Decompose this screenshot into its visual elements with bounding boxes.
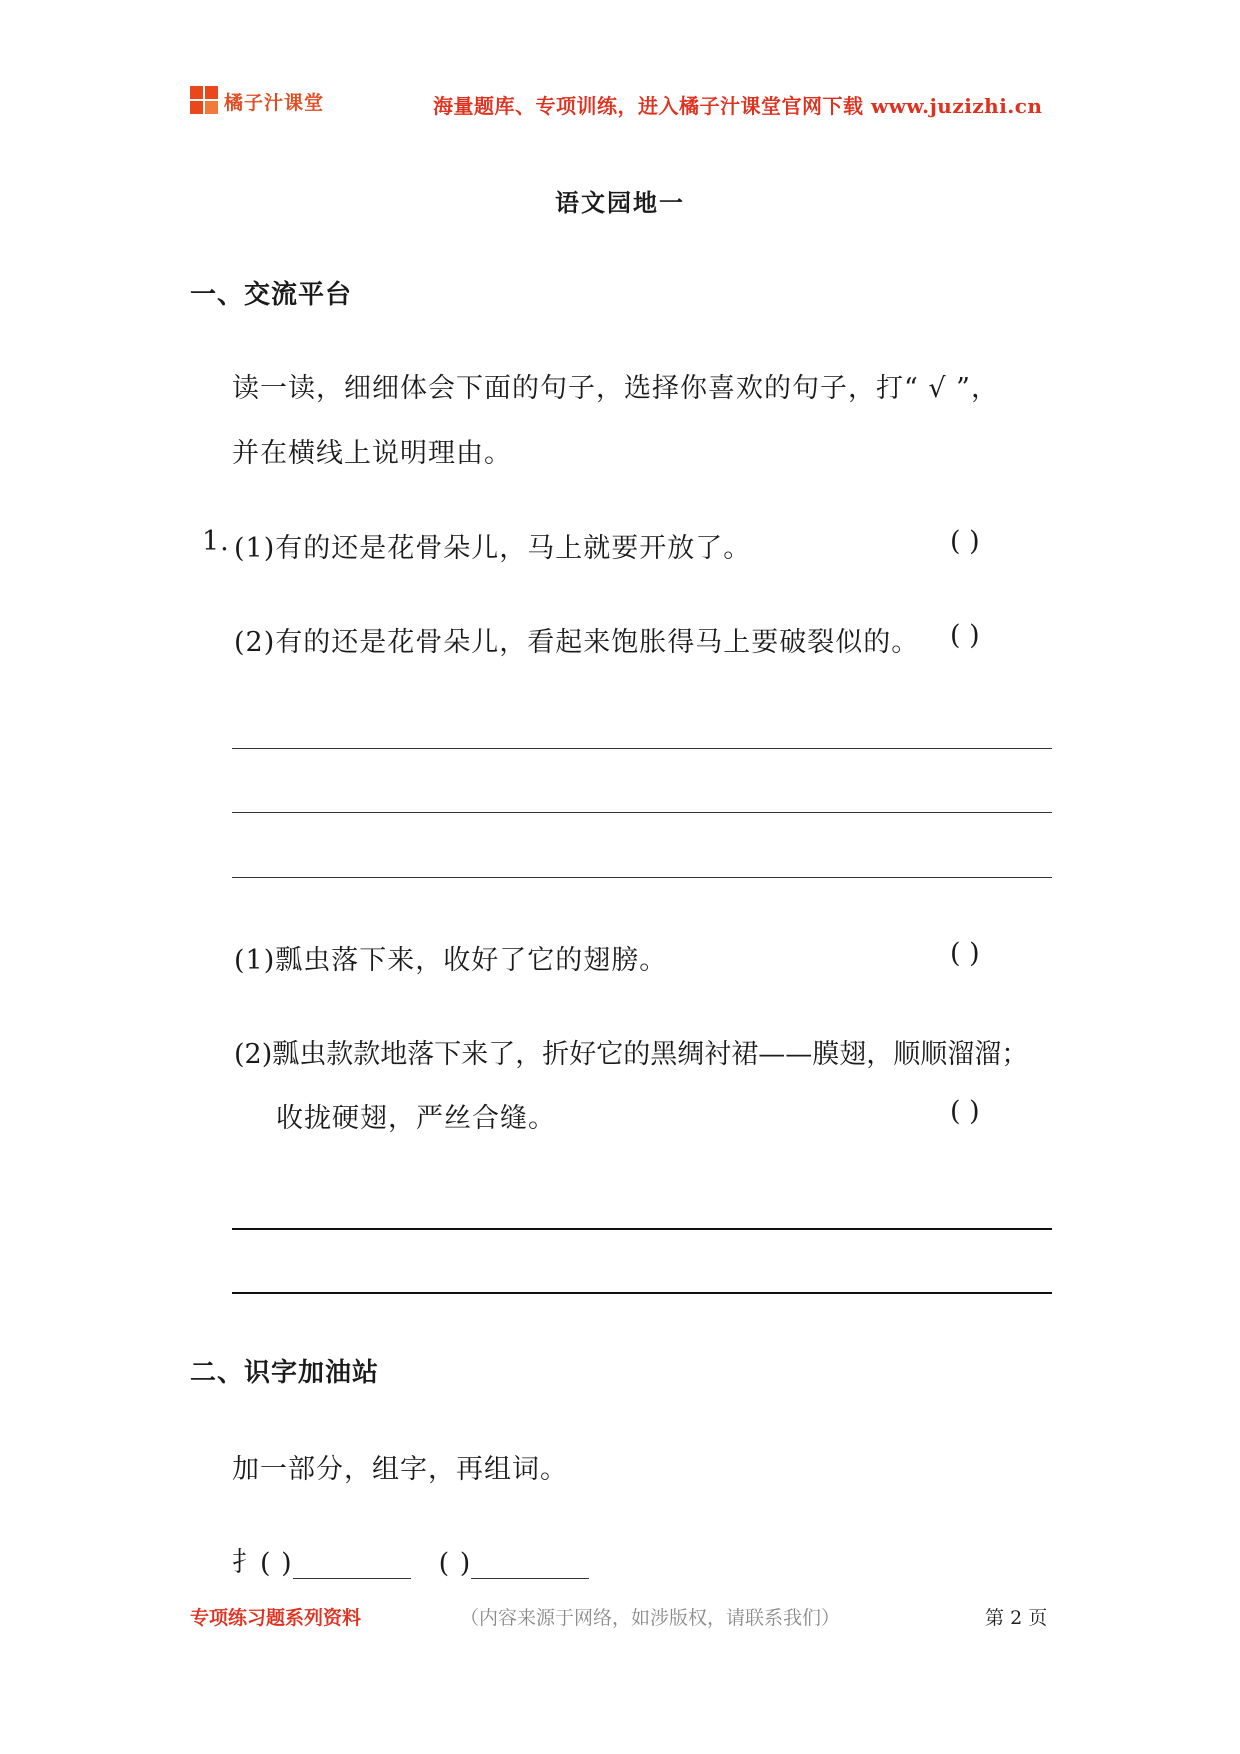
answer-paren[interactable]: ( ) <box>950 620 980 651</box>
page-prefix: 第 <box>985 1607 1005 1629</box>
instruction-section-2: 加一部分，组字，再组词。 <box>232 1454 568 1485</box>
answer-paren[interactable]: ( ) <box>260 1548 293 1579</box>
logo-text: 橘子汁课堂 <box>224 91 325 114</box>
base-character: 扌 <box>232 1547 260 1578</box>
answer-blank[interactable] <box>293 1552 411 1579</box>
sentence-1-1: (1)有的还是花骨朵儿，马上就要开放了。 <box>234 533 752 564</box>
sentence-2-2-line-2: 收拢硬翅，严丝合缝。 <box>276 1103 556 1134</box>
instruction-line-2: 并在横线上说明理由。 <box>232 438 512 469</box>
answer-line[interactable] <box>232 812 1052 813</box>
site-logo <box>190 86 324 116</box>
footer-series-label: 专项练习题系列资料 <box>190 1607 362 1629</box>
page-number-value: 2 <box>1010 1607 1023 1629</box>
answer-paren[interactable]: ( ) <box>950 938 980 969</box>
section-heading-2: 二、识字加油站 <box>190 1358 380 1388</box>
sentence-2-2-line-1: (2)瓢虫款款地落下来了，折好它的黑绸衬裙——膜翅，顺顺溜溜； <box>234 1039 1029 1070</box>
answer-line[interactable] <box>232 748 1052 749</box>
page-title: 语文园地一 <box>555 189 685 217</box>
answer-paren[interactable]: ( ) <box>438 1548 472 1579</box>
footer-copyright-note: （内容来源于网络，如涉版权，请联系我们） <box>460 1607 841 1629</box>
question-number: 1. <box>202 526 230 557</box>
sentence-2-1: (1)瓢虫落下来，收好了它的翅膀。 <box>234 945 668 976</box>
answer-blank[interactable] <box>471 1552 589 1579</box>
answer-line[interactable] <box>232 1292 1052 1294</box>
exercise-row <box>232 1540 589 1579</box>
logo-icon <box>190 86 220 116</box>
answer-line[interactable] <box>232 877 1052 878</box>
section-heading-1: 一、交流平台 <box>190 280 353 310</box>
header-slogan: 海量题库、专项训练，进入橘子汁课堂官网下载 www.juzizhi.cn <box>433 94 1043 118</box>
sentence-1-2: (2)有的还是花骨朵儿，看起来饱胀得马上要破裂似的。 <box>234 627 920 658</box>
answer-paren[interactable]: ( ) <box>950 526 980 557</box>
page-number <box>985 1603 1047 1630</box>
answer-paren[interactable]: ( ) <box>950 1096 980 1127</box>
instruction-line-1: 读一读，细细体会下面的句子，选择你喜欢的句子，打“ √ ”， <box>232 373 999 404</box>
page-suffix: 页 <box>1028 1607 1048 1629</box>
answer-line[interactable] <box>232 1228 1052 1230</box>
